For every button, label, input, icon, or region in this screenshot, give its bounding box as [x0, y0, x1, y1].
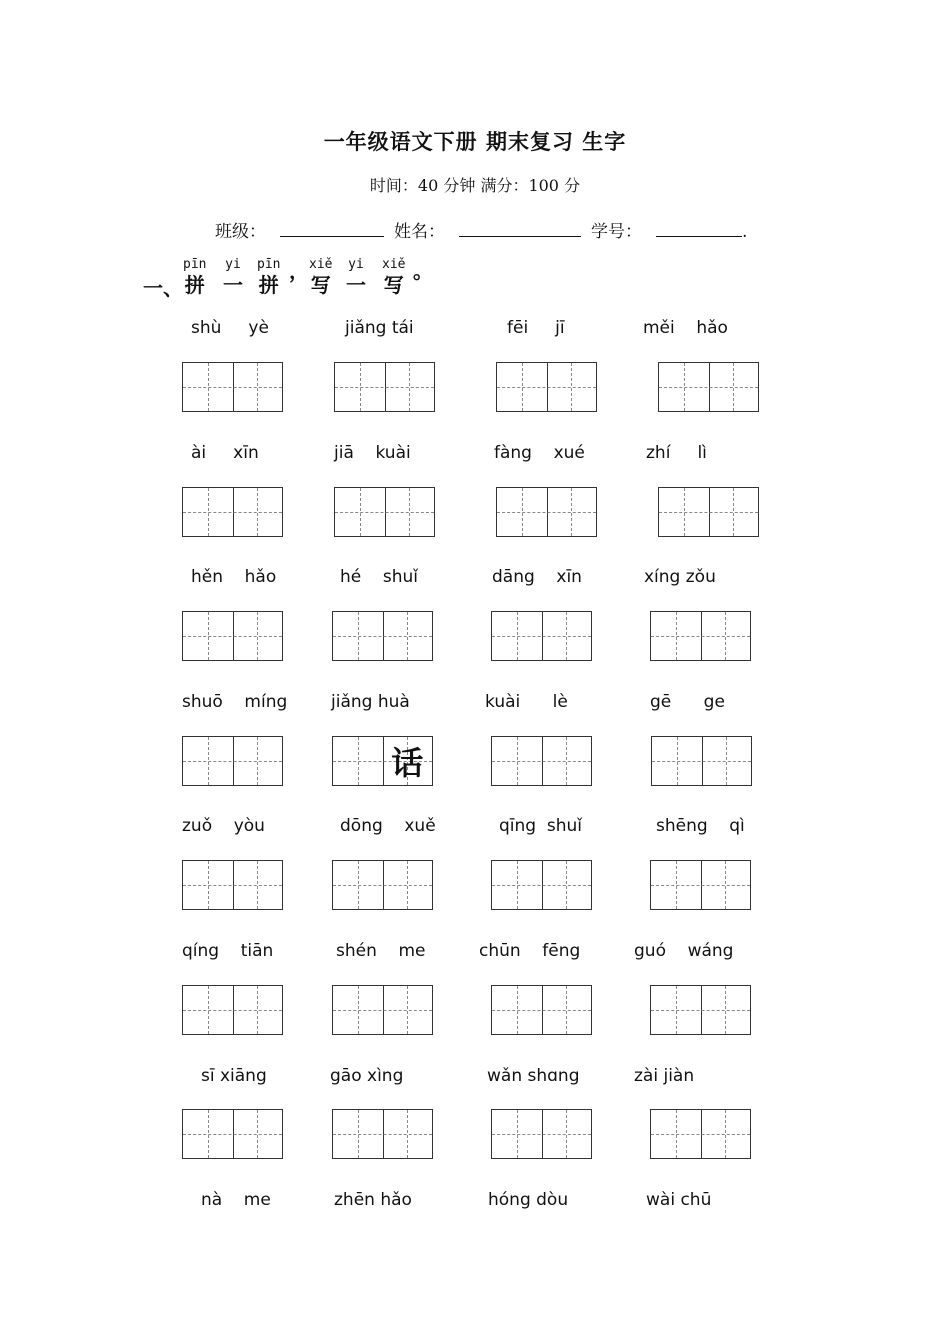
- tianzige-writing-box[interactable]: [491, 736, 592, 786]
- heading-hanzi: ，: [289, 259, 309, 283]
- pinyin-prompt: shén me: [336, 941, 426, 961]
- pinyin-prompt: shù yè: [191, 318, 269, 338]
- guide-line-horizontal: [183, 512, 282, 513]
- section-heading-char: [223, 258, 243, 298]
- heading-hanzi: 拼: [258, 273, 279, 297]
- sample-answer-char: 话: [391, 744, 424, 782]
- heading-hanzi: 拼: [184, 273, 205, 297]
- section-heading-char: [289, 258, 309, 284]
- tianzige-writing-box[interactable]: [496, 362, 597, 412]
- name-label: 姓名：: [394, 222, 445, 242]
- guide-line-horizontal: [492, 1134, 591, 1135]
- class-label: 班级：: [215, 222, 266, 242]
- heading-pinyin: yi: [225, 257, 241, 272]
- guide-line-horizontal: [333, 885, 432, 886]
- pinyin-prompt: xíng zǒu: [644, 567, 716, 587]
- guide-line-horizontal: [335, 387, 434, 388]
- guide-line-horizontal: [492, 1010, 591, 1011]
- guide-line-horizontal: [183, 1010, 282, 1011]
- tianzige-writing-box[interactable]: [332, 736, 433, 786]
- heading-hanzi: 一: [346, 273, 366, 297]
- tianzige-writing-box[interactable]: [182, 736, 283, 786]
- pinyin-prompt: gāo xìng: [330, 1066, 404, 1086]
- pinyin-prompt: jiǎng huà: [331, 692, 410, 712]
- tianzige-writing-box[interactable]: [182, 860, 283, 910]
- tianzige-writing-box[interactable]: [491, 860, 592, 910]
- section-heading-char: [382, 258, 405, 298]
- tianzige-writing-box[interactable]: [182, 487, 283, 537]
- student-id-blank[interactable]: [656, 218, 742, 237]
- tianzige-writing-box[interactable]: [182, 1109, 283, 1159]
- tianzige-writing-box[interactable]: [650, 1109, 751, 1159]
- guide-line-horizontal: [497, 387, 596, 388]
- guide-line-horizontal: [651, 885, 750, 886]
- class-blank[interactable]: [280, 218, 384, 237]
- pinyin-prompt: fēi jī: [507, 318, 565, 338]
- section-heading-char: [413, 258, 433, 284]
- section-heading-char: [183, 258, 206, 298]
- pinyin-prompt: zhēn hǎo: [334, 1190, 412, 1210]
- heading-pinyin: xiě: [309, 257, 333, 272]
- guide-line-horizontal: [333, 1134, 432, 1135]
- guide-line-horizontal: [183, 885, 282, 886]
- pinyin-prompt: wǎn shɑng: [487, 1066, 580, 1086]
- tianzige-writing-box[interactable]: [182, 985, 283, 1035]
- guide-line-horizontal: [183, 636, 282, 637]
- pinyin-prompt: hé shuǐ: [340, 567, 418, 587]
- tianzige-writing-box[interactable]: [651, 736, 752, 786]
- student-id-label: 学号：: [591, 222, 642, 242]
- guide-line-horizontal: [651, 1010, 750, 1011]
- guide-line-horizontal: [183, 761, 282, 762]
- pinyin-prompt: dāng xīn: [492, 567, 582, 587]
- student-info-line: [215, 217, 747, 242]
- guide-line-horizontal: [333, 636, 432, 637]
- pinyin-prompt: sī xiāng: [201, 1066, 267, 1086]
- guide-line-horizontal: [659, 512, 758, 513]
- section-number: 一、: [143, 276, 183, 300]
- pinyin-prompt: qīng shuǐ: [499, 816, 583, 836]
- guide-line-horizontal: [651, 636, 750, 637]
- tianzige-writing-box[interactable]: [332, 611, 433, 661]
- pinyin-prompt: hěn hǎo: [191, 567, 277, 587]
- guide-line-horizontal: [183, 387, 282, 388]
- pinyin-prompt: guó wáng: [634, 941, 734, 961]
- guide-line-horizontal: [659, 387, 758, 388]
- page-title: 一年级语文下册 期末复习 生字: [323, 130, 627, 154]
- tianzige-writing-box[interactable]: [334, 362, 435, 412]
- tianzige-writing-box[interactable]: [650, 611, 751, 661]
- exam-time-score: 时间：40 分钟 满分：100 分: [369, 176, 581, 195]
- tianzige-writing-box[interactable]: [496, 487, 597, 537]
- pinyin-prompt: měi hǎo: [643, 318, 728, 338]
- pinyin-prompt: hóng dòu: [488, 1190, 569, 1210]
- pinyin-prompt: fàng xué: [494, 443, 585, 463]
- pinyin-prompt: shuō míng: [182, 692, 288, 712]
- tianzige-writing-box[interactable]: [182, 362, 283, 412]
- pinyin-prompt: jiǎng tái: [345, 318, 414, 338]
- pinyin-prompt: qíng tiān: [182, 941, 274, 961]
- pinyin-prompt: shēng qì: [656, 816, 745, 836]
- pinyin-prompt: zài jiàn: [634, 1066, 695, 1086]
- name-blank[interactable]: [459, 218, 581, 237]
- tianzige-writing-box[interactable]: [491, 985, 592, 1035]
- heading-pinyin: pīn: [183, 257, 207, 272]
- end-mark: .: [742, 222, 748, 242]
- guide-line-horizontal: [335, 512, 434, 513]
- pinyin-prompt: jiā kuài: [334, 443, 411, 463]
- tianzige-writing-box[interactable]: [650, 860, 751, 910]
- section-heading-char: [257, 258, 280, 298]
- heading-hanzi: 写: [310, 273, 331, 297]
- guide-line-horizontal: [652, 761, 751, 762]
- guide-line-horizontal: [492, 761, 591, 762]
- section-heading-char: [309, 258, 332, 298]
- tianzige-writing-box[interactable]: [491, 1109, 592, 1159]
- tianzige-writing-box[interactable]: [332, 985, 433, 1035]
- heading-pinyin: pīn: [257, 257, 281, 272]
- tianzige-writing-box[interactable]: [491, 611, 592, 661]
- tianzige-writing-box[interactable]: [332, 1109, 433, 1159]
- tianzige-writing-box[interactable]: [334, 487, 435, 537]
- heading-hanzi: 写: [383, 273, 404, 297]
- heading-pinyin: xiě: [382, 257, 406, 272]
- guide-line-horizontal: [497, 512, 596, 513]
- guide-line-horizontal: [183, 1134, 282, 1135]
- pinyin-prompt: kuài lè: [485, 692, 568, 712]
- heading-pinyin: yi: [348, 257, 364, 272]
- tianzige-writing-box[interactable]: [332, 860, 433, 910]
- section-heading-char: [346, 258, 366, 298]
- guide-line-horizontal: [492, 885, 591, 886]
- tianzige-writing-box[interactable]: [650, 985, 751, 1035]
- pinyin-prompt: nà me: [201, 1190, 271, 1210]
- pinyin-prompt: wài chū: [646, 1190, 712, 1210]
- tianzige-writing-box[interactable]: [658, 362, 759, 412]
- pinyin-prompt: chūn fēng: [479, 941, 581, 961]
- guide-line-horizontal: [492, 636, 591, 637]
- heading-hanzi: 。: [413, 259, 433, 283]
- pinyin-prompt: ài xīn: [191, 443, 259, 463]
- heading-hanzi: 一: [223, 273, 243, 297]
- tianzige-writing-box[interactable]: [658, 487, 759, 537]
- pinyin-prompt: dōng xuě: [340, 816, 436, 836]
- pinyin-prompt: gē ge: [650, 692, 725, 712]
- pinyin-prompt: zuǒ yòu: [182, 816, 265, 836]
- pinyin-prompt: zhí lì: [646, 443, 707, 463]
- tianzige-writing-box[interactable]: [182, 611, 283, 661]
- guide-line-horizontal: [651, 1134, 750, 1135]
- guide-line-horizontal: [333, 1010, 432, 1011]
